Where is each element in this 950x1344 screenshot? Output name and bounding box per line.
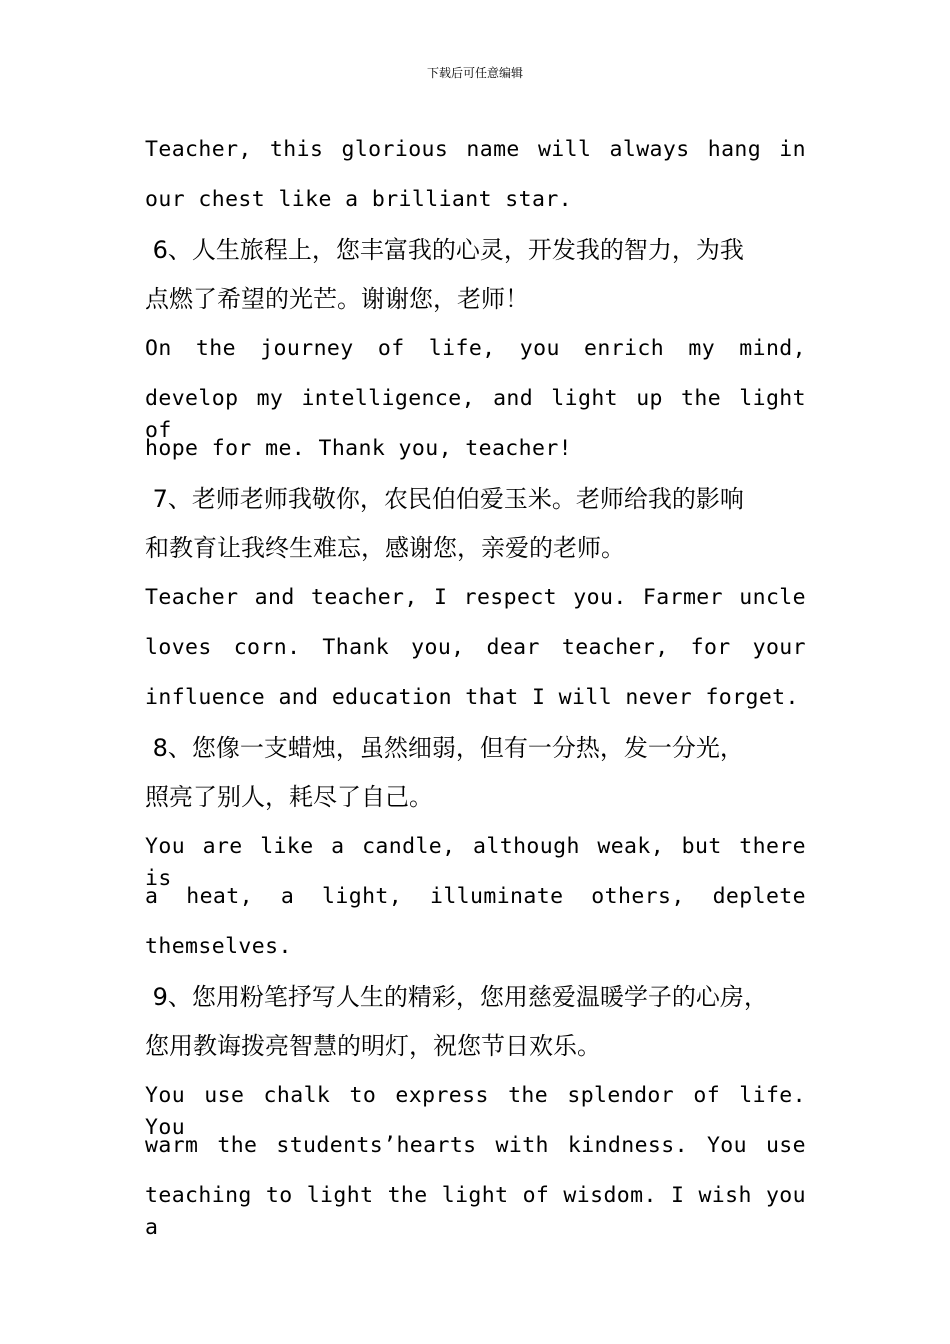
chinese-text-line: 8、您像一支蜡烛，虽然细弱，但有一分热，发一分光，: [145, 733, 744, 762]
english-text-line: teaching to light the light of wisdom. I wish you a: [145, 1182, 806, 1240]
chinese-text-line: 您用教诲拨亮智慧的明灯，祝您节日欢乐。: [145, 1032, 601, 1061]
chinese-text-line: 照亮了别人，耗尽了自己。: [145, 783, 433, 812]
english-text-line: You use chalk to express the splendor of life. You: [145, 1083, 806, 1141]
english-text-line: develop my intelligence, and light up the light of: [145, 386, 806, 443]
english-text-line: themselves.: [145, 933, 292, 959]
english-text-line: influence and education that I will never forget.: [145, 684, 799, 710]
english-text-line: You are like a candle, although weak, but there is: [145, 834, 806, 892]
page-header: 下载后可任意编辑: [426, 66, 523, 80]
chinese-text-line: 9、您用粉笔抒写人生的精彩，您用慈爱温暖学子的心房，: [145, 982, 768, 1011]
english-text-line: On the journey of life, you enrich my mind,: [145, 336, 806, 362]
english-text-line: Teacher and teacher, I respect you. Farmer uncle: [145, 585, 806, 611]
chinese-text-line: 7、老师老师我敬你，农民伯伯爱玉米。老师给我的影响: [145, 484, 744, 513]
english-text-line: warm the students’hearts with kindness. You use: [145, 1133, 806, 1158]
chinese-text-line: 和教育让我终生难忘，感谢您，亲爱的老师。: [145, 534, 625, 563]
english-text-line: Teacher, this glorious name will always hang in: [145, 137, 806, 162]
english-text-line: loves corn. Thank you, dear teacher, for your: [145, 635, 806, 660]
chinese-text-line: 6、人生旅程上，您丰富我的心灵，开发我的智力，为我: [145, 235, 744, 264]
chinese-text-line: 点燃了希望的光芒。谢谢您，老师！: [145, 285, 529, 314]
english-text-line: our chest like a brilliant star.: [145, 186, 573, 212]
english-text-line: a heat, a light, illuminate others, deplete: [145, 884, 806, 909]
english-text-line: hope for me. Thank you, teacher!: [145, 435, 573, 461]
